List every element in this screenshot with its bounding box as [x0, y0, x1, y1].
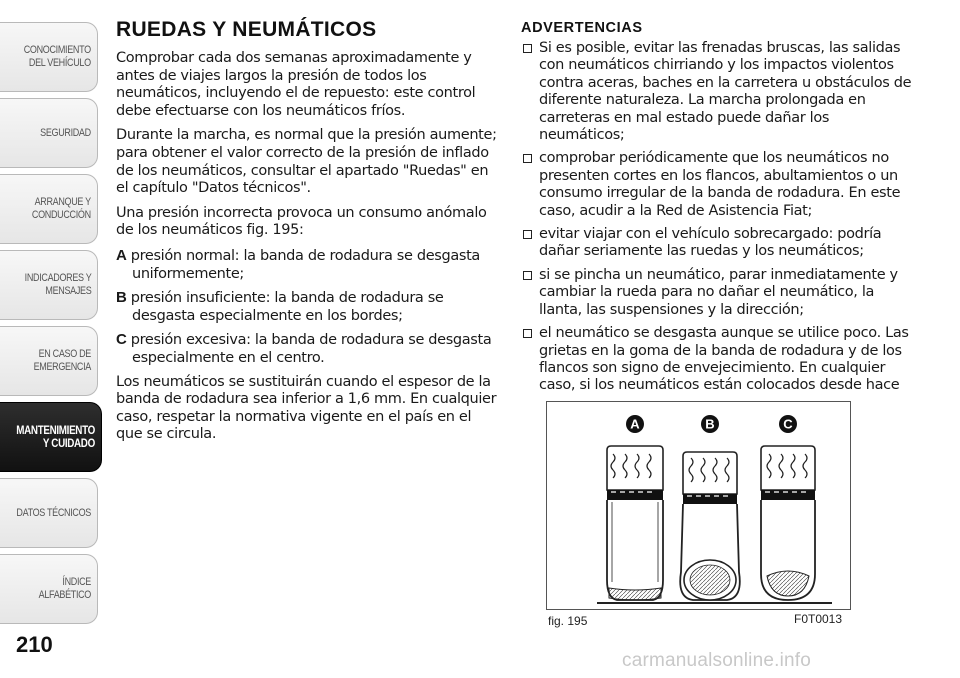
tyre-c-icon	[761, 446, 815, 600]
tyre-wear-figure	[546, 401, 851, 610]
list-item-c	[116, 331, 501, 367]
page-number: 210	[16, 632, 53, 657]
list-key-b: B	[116, 289, 127, 307]
warning-item: comprobar periódicamente que los neumáticos no presenten cortes en los flancos, abultamientos o un consumo irregular de la banda de rodadura. En este caso, acudir a la Red de Asistencia Fiat;	[521, 150, 916, 220]
main-text-column	[116, 18, 501, 451]
tab-conocimiento-del-vehiculo[interactable]: CONOCIMIENTO DEL VEHÍCULO	[0, 22, 98, 92]
list-text-a: presión normal: la banda de rodadura se desgasta uniformemente;	[130, 247, 480, 282]
paragraph-replace-tyres: Los neumáticos se sustituirán cuando el espesor de la banda de rodadura sea inferior a 1,6 mm. En cualquier caso, respetar la normativa vigente en el país en el que se circula.	[116, 373, 497, 443]
tab-seguridad[interactable]: SEGURIDAD	[0, 98, 98, 168]
tab-en-caso-de-emergencia[interactable]: EN CASO DE EMERGENCIA	[0, 326, 98, 396]
tab-indice-alfabetico[interactable]: ÍNDICE ALFABÉTICO	[0, 554, 98, 624]
list-key-c: C	[116, 331, 127, 349]
paragraph-check-pressure: Comprobar cada dos semanas aproximadamente y antes de viajes largos la presión de todos los neumáticos, incluyendo el de repuesto: este control debe efectuarse con los neumáticos fríos.	[116, 50, 476, 119]
checkbox-bullet-icon	[523, 44, 532, 53]
tyre-wear-illustration	[547, 402, 850, 609]
badge-a-text: A	[630, 416, 640, 432]
warnings-column	[521, 20, 916, 401]
badge-c-text: C	[783, 416, 793, 432]
list-key-a: A	[116, 246, 127, 264]
label-c-badge	[779, 415, 797, 433]
label-a-badge	[626, 415, 644, 433]
checkbox-bullet-icon	[523, 154, 532, 163]
figure-code: F0T0013	[794, 612, 843, 626]
label-b-badge	[701, 415, 719, 433]
list-item-b	[116, 289, 501, 325]
paragraph-incorrect-pressure: Una presión incorrecta provoca un consumo anómalo de los neumáticos fig. 195:	[116, 204, 487, 239]
warning-item: el neumático se desgasta aunque se utilice poco. Las grietas en la goma de la banda de rodadura y de los flancos son signo de envejecimiento. En cualquier caso, si los neumáticos están colocados desde hace	[521, 325, 916, 395]
tab-indicadores-y-mensajes[interactable]: INDICADORES Y MENSAJES	[0, 250, 98, 320]
list-text-c: presión excesiva: la banda de rodadura se desgasta especialmente en el centro.	[130, 332, 492, 366]
tab-mantenimiento-y-cuidado[interactable]: MANTENIMIENTO Y CUIDADO	[0, 402, 102, 472]
watermark: carmanualsonline.info	[622, 650, 812, 671]
list-item-a	[116, 247, 501, 283]
warning-item: si se pincha un neumático, parar inmediatamente y cambiar la rueda para no dañar el neumático, la llanta, las suspensiones y la dirección;	[521, 267, 916, 319]
section-title: RUEDAS Y NEUMÁTICOS	[116, 18, 377, 41]
tab-arranque-y-conduccion[interactable]: ARRANQUE Y CONDUCCIÓN	[0, 174, 98, 244]
checkbox-bullet-icon	[523, 271, 532, 280]
tyre-b-icon	[680, 452, 740, 600]
tab-datos-tecnicos[interactable]: DATOS TÉCNICOS	[0, 478, 98, 548]
checkbox-bullet-icon	[523, 329, 532, 338]
warning-item: Si es posible, evitar las frenadas bruscas, las salidas con neumáticos chirriando y los impactos violentos contra aceras, baches en la carretera u obstáculos de diferente naturaleza. La marcha prolongada en carreteras en mal estado puede dañar los neumáticos;	[521, 40, 916, 144]
badge-b-text: B	[705, 416, 715, 432]
paragraph-pressure-increase: Durante la marcha, es normal que la presión aumente; para obtener el valor correcto de la presión de inflado de los neumáticos, consultar el apartado "Ruedas" en el capítulo "Datos técnicos".	[116, 127, 497, 197]
checkbox-bullet-icon	[523, 230, 532, 239]
tyre-a-icon	[607, 446, 663, 600]
warnings-title: ADVERTENCIAS	[521, 20, 643, 36]
list-text-b: presión insuficiente: la banda de rodadura se desgasta especialmente en los bordes;	[130, 290, 444, 324]
warning-item: evitar viajar con el vehículo sobrecargado: podría dañar seriamente las ruedas y los neumáticos;	[521, 226, 916, 261]
figure-caption: fig. 195	[548, 614, 588, 628]
